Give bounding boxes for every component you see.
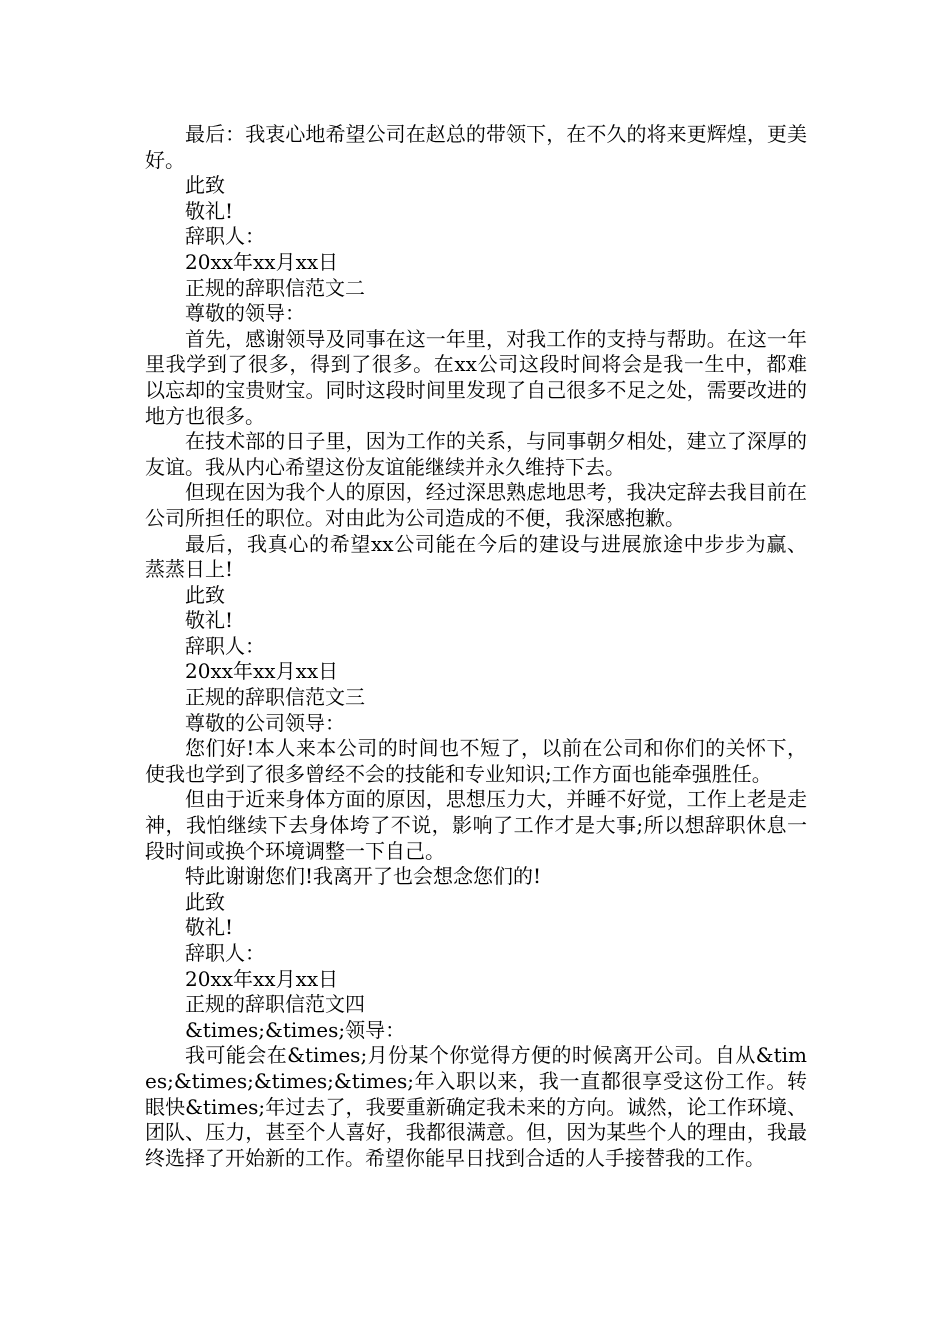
body-paragraph: 但由于近来身体方面的原因，思想压力大，并睡不好觉，工作上老是走神，我怕继续下去身体垮了不说，影响了工作才是大事;所以想辞职休息一段时间或换个环境调整一下自己。: [145, 787, 807, 863]
section-title: 正规的辞职信范文四: [185, 992, 365, 1017]
body-paragraph: 您们好!本人来本公司的时间也不短了，以前在公司和你们的关怀下，使我也学到了很多曾经不会的技能和专业知识;工作方面也能牵强胜任。: [145, 736, 807, 786]
letter-greeting: 尊敬的公司领导：: [185, 710, 345, 735]
letter-greeting: 尊敬的领导：: [185, 301, 305, 326]
closing-paragraph: 最后：我衷心地希望公司在赵总的带领下，在不久的将来更辉煌，更美好。: [145, 122, 807, 172]
body-paragraph: 我可能会在&times;月份某个你觉得方便的时候离开公司。自从&times;&times;&times;&times;年入职以来，我一直都很享受这份工作。转眼快&times;年过去了，我要重新确定我未来的方向。诚然，论工作环境、团队、压力，甚至个人喜好，我都很满意。但，因为某些个人的理由，我最终选择了开始新的工作。希望你能早日找到合适的人手接替我的工作。: [145, 1043, 807, 1170]
body-paragraph: 特此谢谢您们!我离开了也会想念您们的!: [185, 864, 542, 889]
body-paragraph: 最后，我真心的希望xx公司能在今后的建设与进展旅途中步步为赢、蒸蒸日上!: [145, 531, 807, 582]
salutation-jingli: 敬礼!: [185, 915, 234, 940]
section-title: 正规的辞职信范文二: [185, 275, 365, 300]
signature-label: 辞职人：: [185, 941, 265, 965]
document-body: [145, 122, 807, 1171]
date-line: 20xx年xx月xx日: [185, 249, 339, 274]
salutation-jingli: 敬礼!: [185, 198, 234, 223]
signature-label: 辞职人：: [185, 633, 265, 658]
body-paragraph: 但现在因为我个人的原因，经过深思熟虑地思考，我决定辞去我目前在公司所担任的职位。对由此为公司造成的不便，我深感抱歉。: [145, 480, 807, 530]
salutation-jingli: 敬礼!: [185, 608, 234, 633]
body-paragraph: 在技术部的日子里，因为工作的关系，与同事朝夕相处，建立了深厚的友谊。我从内心希望这份友谊能继续并永久维持下去。: [145, 429, 807, 479]
salutation-cizhi: 此致: [185, 582, 225, 607]
salutation-cizhi: 此致: [185, 889, 225, 914]
section-title: 正规的辞职信范文三: [185, 685, 365, 710]
date-line: 20xx年xx月xx日: [185, 659, 339, 684]
body-paragraph: 首先，感谢领导及同事在这一年里，对我工作的支持与帮助。在这一年里我学到了很多，得到了很多。在xx公司这段时间将会是我一生中，都难以忘却的宝贵财宝。同时这段时间里发现了自己很多不足之处，需要改进的地方也很多。: [145, 326, 807, 428]
date-line: 20xx年xx月xx日: [185, 966, 339, 991]
signature-label: 辞职人：: [185, 224, 265, 249]
letter-greeting: &times;&times;领导：: [185, 1017, 406, 1042]
salutation-cizhi: 此致: [185, 173, 225, 198]
